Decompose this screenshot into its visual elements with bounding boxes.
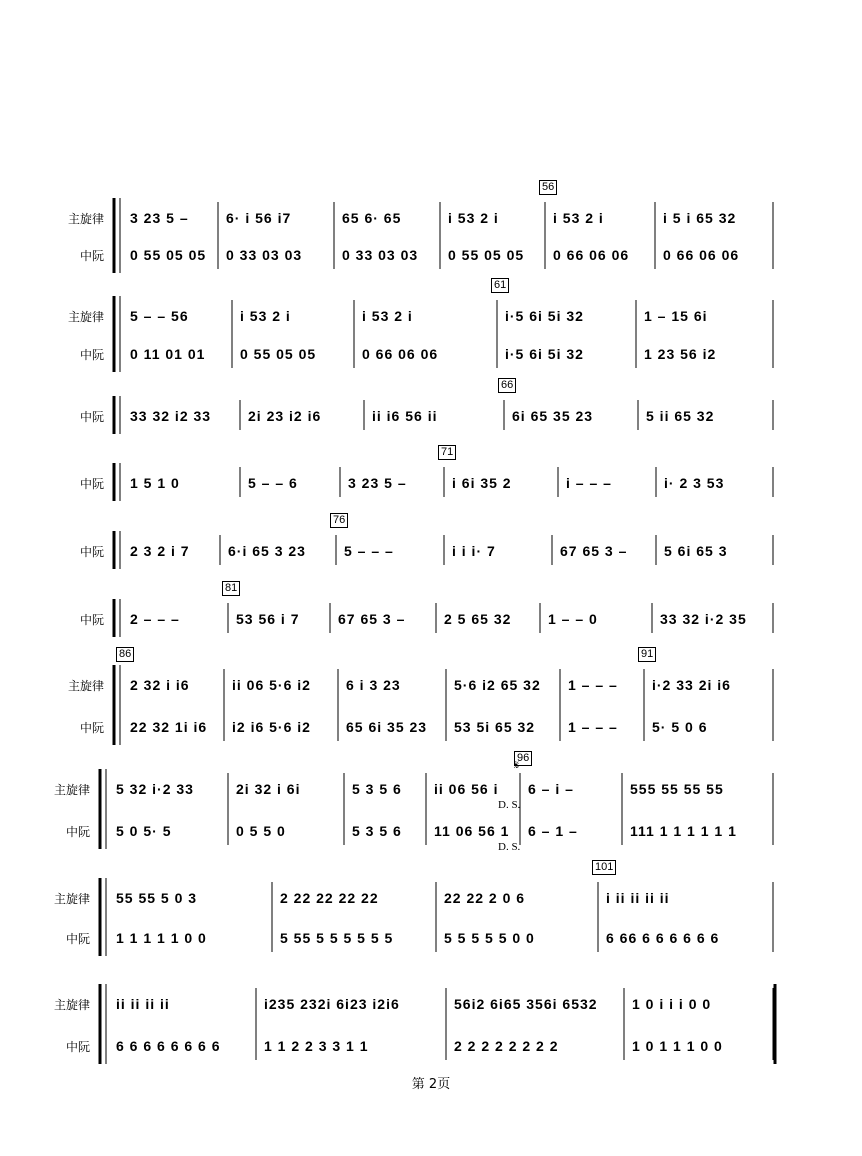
measure: 1 1 2 2 3 3 1 1	[264, 1038, 369, 1054]
measure: 0 55 05 05	[448, 247, 525, 263]
measure: i· 2 3 53	[664, 475, 725, 491]
measure: 65 6· 65	[342, 210, 402, 226]
measure: 5 5 5 5 5 0 0	[444, 930, 535, 946]
staff-label: 中阮	[79, 348, 104, 362]
measure: 67 65 3 –	[560, 543, 628, 559]
staff-label: 中阮	[65, 825, 90, 839]
measure: 6 – i –	[528, 781, 574, 797]
measure: 6 6 6 6 6 6 6 6	[116, 1038, 221, 1054]
measure-number: 91	[638, 647, 656, 662]
measure: 1 – – –	[568, 677, 618, 693]
measure: i 53 2 i	[362, 308, 413, 324]
measure: 5 55 5 5 5 5 5 5	[280, 930, 394, 946]
measure: 6 66 6 6 6 6 6 6	[606, 930, 720, 946]
measure: 5 3 5 6	[352, 781, 402, 797]
staff-label: 主旋律	[53, 892, 90, 906]
measure: 11 06 56 1	[434, 823, 510, 839]
measure: 0 66 06 06	[362, 346, 439, 362]
staff-label: 中阮	[79, 249, 104, 263]
measure: 33 32 i·2 35	[660, 611, 747, 627]
measure: 0 66 06 06	[553, 247, 630, 263]
measure: 0 33 03 03	[226, 247, 303, 263]
staff-label: 主旋律	[67, 212, 104, 226]
measure: 3 23 5 –	[348, 475, 407, 491]
staff-label: 主旋律	[53, 998, 90, 1012]
measure: i235 232i 6i23 i2i6	[264, 996, 400, 1012]
measure: 5 32 i·2 33	[116, 781, 194, 797]
measure: 55 55 5 0 3	[116, 890, 198, 906]
measure: i 53 2 i	[240, 308, 291, 324]
measure: 5 0 5· 5	[116, 823, 172, 839]
staff-label: 中阮	[79, 477, 104, 491]
measure: i i i· 7	[452, 543, 496, 559]
measure: ii 06 5·6 i2	[232, 677, 311, 693]
measure-number: 101	[592, 860, 616, 875]
measure: i2 i6 5·6 i2	[232, 719, 311, 735]
measure: 1 – – 0	[548, 611, 598, 627]
measure: 6i 65 35 23	[512, 408, 594, 424]
measure: 53 56 i 7	[236, 611, 300, 627]
measure: 1 0 1 1 1 0 0	[632, 1038, 723, 1054]
measure: 67 65 3 –	[338, 611, 406, 627]
measure: 1 – – –	[568, 719, 618, 735]
measure: ii i6 56 ii	[372, 408, 438, 424]
measure-number: 86	[116, 647, 134, 662]
measure-number: 96	[514, 751, 532, 766]
staff-label: 主旋律	[53, 783, 90, 797]
measure: 2i 23 i2 i6	[248, 408, 322, 424]
staff-label: 主旋律	[67, 310, 104, 324]
measure: 2 22 22 22 22	[280, 890, 379, 906]
measure: i·5 6i 5i 32	[505, 308, 584, 324]
ds-mark: D. S.	[498, 799, 521, 811]
segno-mark: 𝄋	[514, 758, 520, 772]
measure: 1 – 15 6i	[644, 308, 708, 324]
measure: i·2 33 2i i6	[652, 677, 731, 693]
measure: 65 6i 35 23	[346, 719, 428, 735]
measure: 53 5i 65 32	[454, 719, 536, 735]
measure: 56i2 6i65 356i 6532	[454, 996, 598, 1012]
measure-number: 56	[539, 180, 557, 195]
measure: 5 6i 65 3	[664, 543, 728, 559]
measure: 2i 32 i 6i	[236, 781, 301, 797]
measure: 22 32 1i i6	[130, 719, 208, 735]
measure: i 53 2 i	[553, 210, 604, 226]
measure: 2 – – –	[130, 611, 180, 627]
measure: 5 – – 56	[130, 308, 189, 324]
measure: 5 – – 6	[248, 475, 298, 491]
measure: i 5 i 65 32	[663, 210, 737, 226]
measure: 6·i 65 3 23	[228, 543, 306, 559]
measure: 6 i 3 23	[346, 677, 401, 693]
measure: 0 66 06 06	[663, 247, 740, 263]
measure: 5 – – –	[344, 543, 394, 559]
measure: 1 1 1 1 1 0 0	[116, 930, 207, 946]
measure: i ii ii ii ii	[606, 890, 670, 906]
measure: 5 ii 65 32	[646, 408, 715, 424]
measure-number: 71	[438, 445, 456, 460]
staff-label: 中阮	[79, 410, 104, 424]
measure: 22 22 2 0 6	[444, 890, 526, 906]
staff-label: 中阮	[65, 1040, 90, 1054]
staff-label: 主旋律	[67, 679, 104, 693]
measure: i 53 2 i	[448, 210, 499, 226]
measure: 0 33 03 03	[342, 247, 419, 263]
measure: ii ii ii ii	[116, 996, 170, 1012]
measure-number: 61	[491, 278, 509, 293]
measure: 1 0 i i i 0 0	[632, 996, 712, 1012]
measure: 5· 5 0 6	[652, 719, 708, 735]
measure: 0 5 5 0	[236, 823, 286, 839]
measure: 6· i 56 i7	[226, 210, 292, 226]
measure-number: 76	[330, 513, 348, 528]
staff-label: 中阮	[79, 721, 104, 735]
staff-label: 中阮	[65, 932, 90, 946]
page-number: 第 2页	[411, 1077, 451, 1092]
measure: 3 23 5 –	[130, 210, 189, 226]
measure: 1 23 56 i2	[644, 346, 717, 362]
measure: 2 3 2 i 7	[130, 543, 190, 559]
measure-number: 66	[498, 378, 516, 393]
measure: 5·6 i2 65 32	[454, 677, 541, 693]
measure: i 6i 35 2	[452, 475, 512, 491]
measure-number: 81	[222, 581, 240, 596]
measure: 0 11 01 01	[130, 346, 206, 362]
measure: 5 3 5 6	[352, 823, 402, 839]
measure: 0 55 05 05	[130, 247, 207, 263]
measure: 2 2 2 2 2 2 2 2	[454, 1038, 559, 1054]
measure: 2 5 65 32	[444, 611, 512, 627]
measure: i – – –	[566, 475, 612, 491]
measure: 111 1 1 1 1 1 1	[630, 823, 737, 839]
ds-mark: D. S.	[498, 841, 521, 853]
staff-label: 中阮	[79, 613, 104, 627]
measure: 6 – 1 –	[528, 823, 578, 839]
measure: 1 5 1 0	[130, 475, 180, 491]
measure: i·5 6i 5i 32	[505, 346, 584, 362]
measure: 0 55 05 05	[240, 346, 317, 362]
staff-label: 中阮	[79, 545, 104, 559]
measure: ii 06 56 i	[434, 781, 499, 797]
measure: 555 55 55 55	[630, 781, 724, 797]
measure: 33 32 i2 33	[130, 408, 212, 424]
measure: 2 32 i i6	[130, 677, 190, 693]
